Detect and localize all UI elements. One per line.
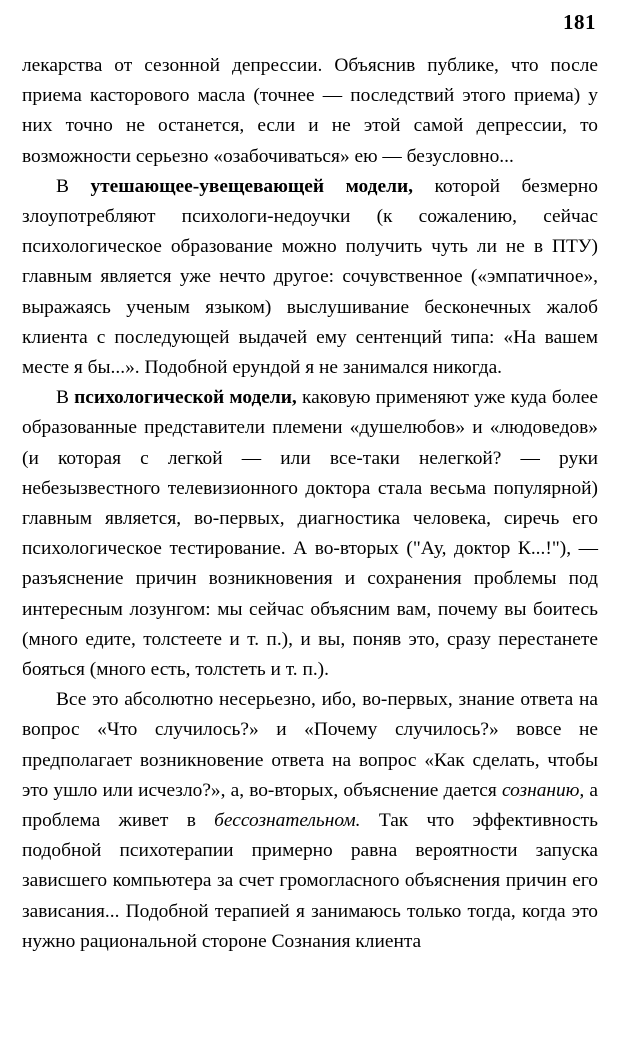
text-run: В [56,175,91,197]
paragraph [22,172,598,383]
emphasis-italic: сознанию, [501,779,585,801]
emphasis-bold: психологической модели, [74,387,297,409]
paragraph [22,51,598,172]
text-run: каковую применяют уже куда более образованные представители племени «душелюбов» и «людоведов» (и которая с легкой — или все-таки нелегкой? — руки небезызвестного телевизионного доктора стала весьма популярной) главным является, во-первых, диагностика человека, сиречь его психологическое тестирование. А во-вторых ("Ау, доктор К...!"), — разъяснение причин возникновения и сохранения проблемы под интересным лозунгом: мы сейчас объясним вам, почему вы боитесь (много едите, толстеете и т. п.), и вы, поняв это, сразу перестанете бояться (много есть, толстеть и т. п.). [22,387,599,681]
emphasis-italic: бессознательном. [214,810,361,832]
paragraph [22,685,598,957]
text-run: Все это абсолютно несерьезно, ибо, во-первых, знание ответа на вопрос «Что случилось?» и «Почему случилось?» вовсе не предполагает возникновение ответа на вопрос «Как сделать, чтобы это ушло или исчезло?», а, во-вторых, объяснение дается [22,689,598,801]
page-number: 181 [563,10,596,34]
text-run: Так что эффективность подобной психотерапии примерно равна вероятности запуска зависшего компьютера за счет громогласного объяснения причин его зависания... Подобной терапией я занимаюсь только тогда, когда это нужно рациональной стороне Сознания клиента [22,810,598,952]
emphasis-bold: утешающее-увещевающей модели, [90,175,413,197]
text-run: лекарства от сезонной депрессии. Объяснив публике, что после приема касторового масла (точнее — последствий этого приема) у них точно не останется, если и не этой самой депрессии, то возможности серьезно «озабочиваться» ею — безусловно... [22,55,598,167]
page-body [22,51,598,957]
paragraph [22,383,598,685]
text-run: а проблема живет в [22,779,598,832]
text-run: которой безмерно злоупотребляют психологи-недоучки (к сожалению, сейчас психологическое образование можно получить чуть ли не в ПТУ) главным является уже нечто другое: сочувственное («эмпатичное», выражаясь ученым языком) выслушивание бесконечных жалоб клиента с последующей выдачей ему сентенций типа: «На вашем месте я бы...». Подобной ерундой я не занимался никогда. [22,175,598,379]
text-run: В [56,387,75,409]
